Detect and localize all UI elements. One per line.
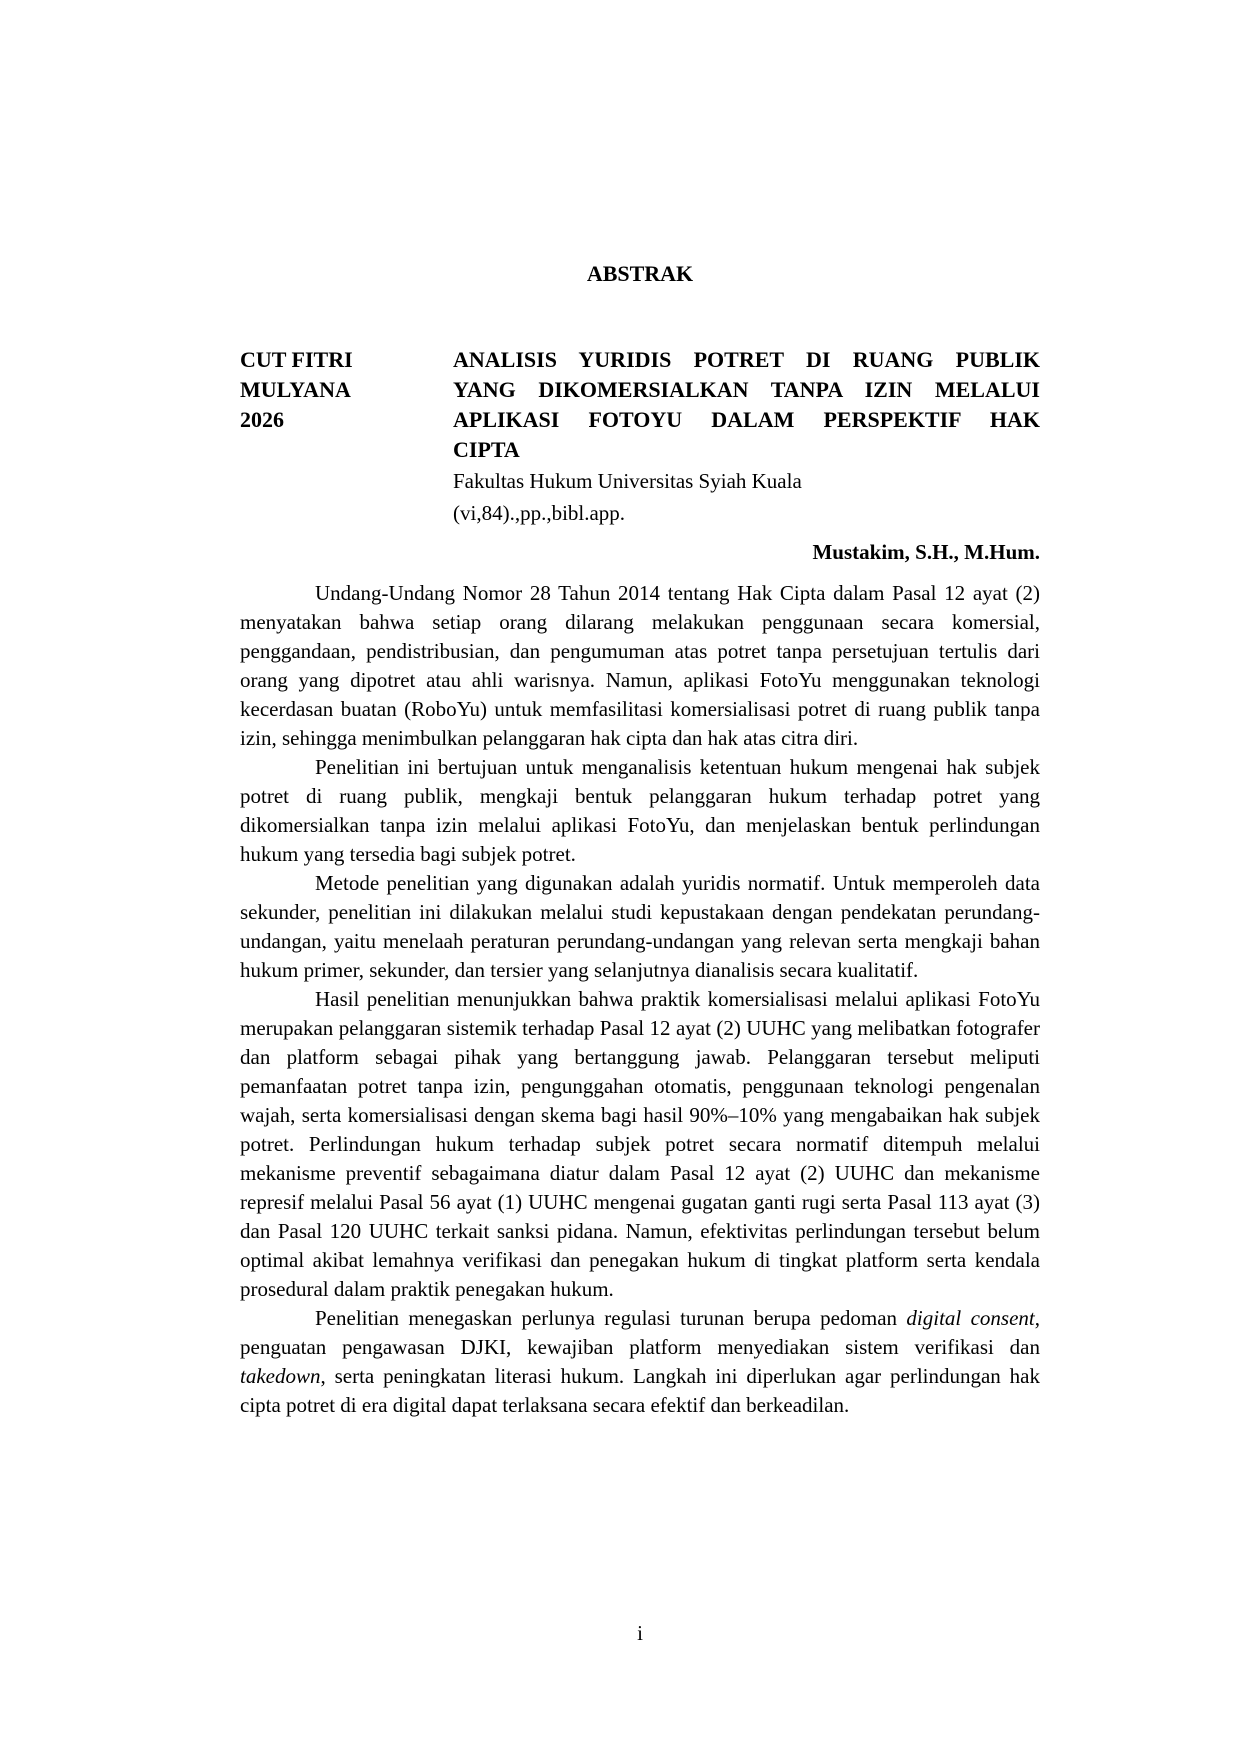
paragraph-text: Undang-Undang Nomor 28 Tahun 2014 tentang Hak Cipta dalam Pasal 12 ayat (2) menyatakan bahwa setiap orang dilarang melakukan penggunaan secara komersial, penggandaan, pendistribusian, dan pengumuman atas potret tanpa persetujuan tertulis dari orang yang dipotret atau ahli warisnya. Namun, aplikasi FotoYu menggunakan teknologi kecerdasan buatan (RoboYu) untuk memfasilitasi komersialisasi potret di ruang publik tanpa izin, sehingga menimbulkan pelanggaran hak cipta dan hak atas citra diri.: [240, 581, 1040, 750]
italic-term: takedown: [240, 1364, 321, 1388]
thesis-title-line: YANG DIKOMERSIALKAN TANPA IZIN MELALUI: [453, 377, 1040, 402]
author-block: [240, 345, 453, 435]
author-name-line: MULYANA: [240, 377, 351, 402]
title-block: [453, 345, 1040, 567]
italic-term: digital consent: [906, 1306, 1035, 1330]
page-title: ABSTRAK: [586, 261, 694, 286]
thesis-title-line: ANALISIS YURIDIS POTRET DI RUANG PUBLIK: [453, 347, 1040, 372]
faculty-line: Fakultas Hukum Universitas Syiah Kuala: [453, 469, 802, 493]
paragraph-text: , serta peningkatan literasi hukum. Langkah ini diperlukan agar perlindungan hak cipta potret di era digital dapat terlaksana secara efektif dan berkeadilan.: [240, 1364, 1040, 1417]
author-name-line: CUT FITRI: [240, 347, 353, 372]
supervisor-name: Mustakim, S.H., M.Hum.: [812, 540, 1040, 564]
paragraph-text: Hasil penelitian menunjukkan bahwa praktik komersialisasi melalui aplikasi FotoYu merupakan pelanggaran sistemik terhadap Pasal 12 ayat (2) UUHC yang melibatkan fotografer dan platform sebagai pihak yang bertanggung jawab. Pelanggaran tersebut meliputi pemanfaatan potret tanpa izin, pengunggahan otomatis, penggunaan teknologi pengenalan wajah, serta komersialisasi dengan skema bagi hasil 90%–10% yang mengabaikan hak subjek potret. Perlindungan hukum terhadap subjek potret secara normatif ditempuh melalui mekanisme preventif sebagaimana diatur dalam Pasal 12 ayat (2) UUHC dan mekanisme represif melalui Pasal 56 ayat (1) UUHC mengenai gugatan ganti rugi serta Pasal 113 ayat (3) dan Pasal 120 UUHC terkait sanksi pidana. Namun, efektivitas perlindungan tersebut belum optimal akibat lemahnya verifikasi dan penegakan hukum di tingkat platform serta kendala prosedural dalam praktik penegakan hukum.: [240, 987, 1040, 1301]
thesis-header: [240, 345, 1040, 567]
paragraph-text: , penguatan pengawasan DJKI, kewajiban platform menyediakan sistem verifikasi dan: [240, 1306, 1040, 1359]
abstract-paragraph: [240, 1304, 1040, 1420]
paragraph-text: Metode penelitian yang digunakan adalah yuridis normatif. Untuk memperoleh data sekunder, penelitian ini dilakukan melalui studi kepustakaan dengan pendekatan perundang-undangan, yaitu menelaah peraturan perundang-undangan yang relevan serta mengkaji bahan hukum primer, sekunder, dan tersier yang selanjutnya dianalisis secara kualitatif.: [240, 871, 1040, 982]
paragraph-text: Penelitian menegaskan perlunya regulasi turunan berupa pedoman: [315, 1306, 907, 1330]
abstract-paragraph: [240, 869, 1040, 985]
thesis-title-line: APLIKASI FOTOYU DALAM PERSPEKTIF HAK: [453, 407, 1040, 432]
page-number: i: [637, 1621, 643, 1645]
thesis-title-line: CIPTA: [453, 437, 520, 462]
abstract-body: [240, 579, 1040, 1420]
thesis-year: 2026: [240, 407, 284, 432]
abstract-paragraph: [240, 753, 1040, 869]
paragraph-text: Penelitian ini bertujuan untuk menganalisis ketentuan hukum mengenai hak subjek potret di ruang publik, mengkaji bentuk pelanggaran hukum terhadap potret yang dikomersialkan tanpa izin melalui aplikasi FotoYu, dan menjelaskan bentuk perlindungan hukum yang tersedia bagi subjek potret.: [240, 755, 1040, 866]
collation-line: (vi,84).,pp.,bibl.app.: [453, 501, 626, 525]
abstract-paragraph: [240, 985, 1040, 1304]
abstract-paragraph: [240, 579, 1040, 753]
